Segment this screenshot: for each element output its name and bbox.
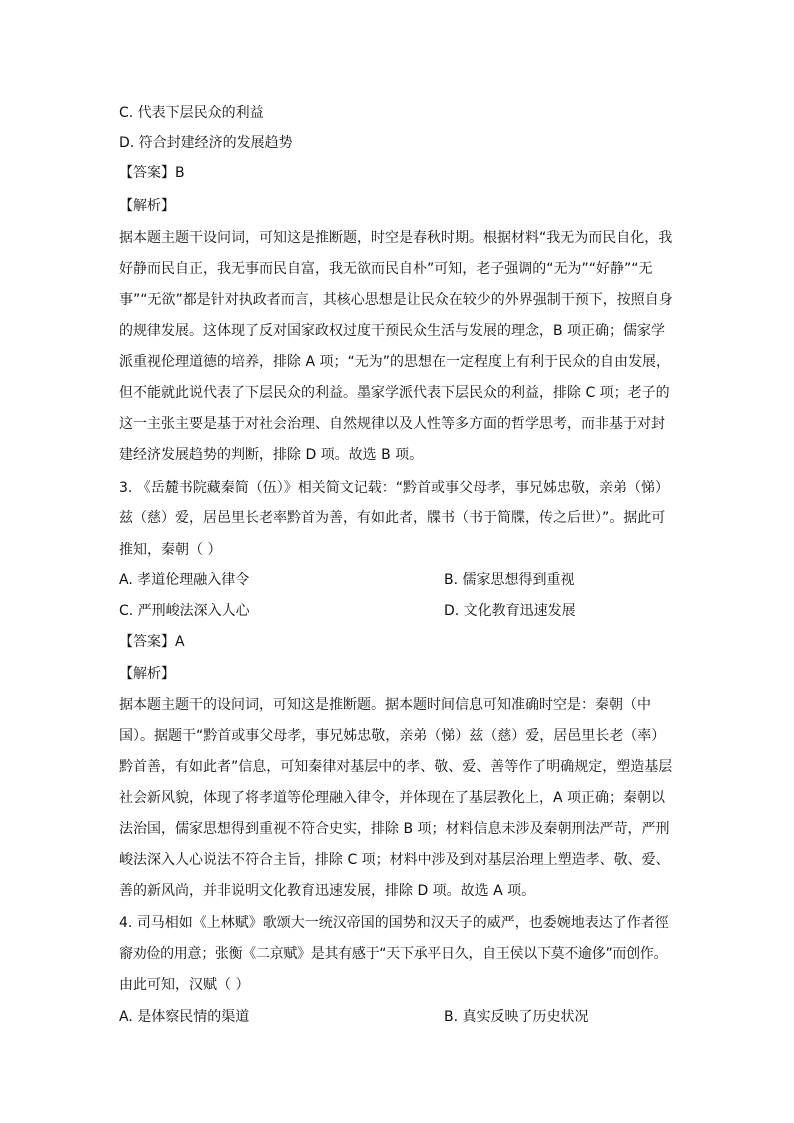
q2-analysis-line: 但不能就此说代表了下层民众的利益。墨家学派代表下层民众的利益，排除 C 项；老子的 bbox=[119, 385, 670, 401]
q3-analysis-label: 【解析】 bbox=[119, 666, 175, 682]
q4-stem-line: 4. 司马相如《上林赋》歌颂大一统汉帝国的国势和汉天子的威严，也委婉地表达了作者徑 bbox=[119, 915, 669, 931]
q2-option-c: C. 代表下层民众的利益 bbox=[119, 105, 264, 121]
q3-stem-line: 推知，秦朝（ ） bbox=[119, 542, 222, 558]
q3-option-a: A. 孝道伦理融入律令 bbox=[119, 572, 250, 588]
q4-option-b: B. 真实反映了历史状况 bbox=[444, 1009, 589, 1025]
q3-analysis-line: 法治国，儒家思想得到重视不符合史实，排除 B 项；材料信息未涉及秦朝刑法严苛，严刑 bbox=[119, 821, 670, 837]
q3-answer: 【答案】A bbox=[119, 634, 185, 650]
q3-option-b: B. 儒家思想得到重视 bbox=[444, 572, 575, 588]
q4-option-a: A. 是体察民情的渠道 bbox=[119, 1009, 250, 1025]
q3-stem-line: 3. 《岳麓书院藏秦简（伍）》相关简文记载：“黔首或事父母孝，事兄姊忠敬，亲弟（悌） bbox=[119, 480, 670, 496]
q2-answer: 【答案】B bbox=[119, 165, 185, 181]
q2-analysis-line: 派重视伦理道德的培养，排除 A 项；“无为”的思想在一定程度上有利于民众的自由发展， bbox=[119, 354, 670, 370]
q2-analysis-label: 【解析】 bbox=[119, 198, 175, 214]
q3-analysis-line: 善的新风尚，并非说明文化教育迅速发展，排除 D 项。故选 A 项。 bbox=[119, 883, 536, 899]
q2-option-d: D. 符合封建经济的发展趋势 bbox=[119, 135, 293, 151]
q4-stem-line: 由此可知，汉赋（ ） bbox=[119, 977, 250, 993]
q3-analysis-line: 峻法深入人心说法不符合主旨，排除 C 项；材料中涉及到对基层治理上塑造孝、敬、爱、 bbox=[119, 852, 670, 868]
q2-analysis-line: 这一主张主要是基于对社会治理、自然规律以及人性等多方面的哲学思考，而非基于对封 bbox=[119, 416, 665, 432]
q3-analysis-line: 社会新风貌，体现了将孝道等伦理融入律令，并体现在了基层教化上，A 项正确；秦朝以 bbox=[119, 790, 666, 806]
q3-option-d: D. 文化教育迅速发展 bbox=[444, 603, 576, 619]
q3-option-c: C. 严刑峻法深入人心 bbox=[119, 603, 250, 619]
q3-analysis-line: 国）。据题干“黔首或事父母孝，事兄姊忠敬，亲弟（悌）兹（慈）爱，居邑里长老（率） bbox=[119, 728, 666, 744]
q4-stem-line: 窬劝俭的用意；张衡《二京赋》是其有感于“天下承平日久，自王侯以下莫不逾侈”而创作。 bbox=[119, 946, 668, 962]
q3-analysis-line: 黔首善，有如此者”信息，可知秦律对基层中的孝、敬、爱、善等作了明确规定，塑造基层 bbox=[119, 759, 673, 775]
q2-analysis-line: 好静而民自正，我无事而民自富，我无欲而民自朴”可知，老子强调的“无为”“好静”“无 bbox=[119, 261, 653, 277]
q2-analysis-line: 的规律发展。这体现了反对国家政权过度干预民众生活与发展的理念，B 项正确；儒家学 bbox=[119, 323, 666, 339]
q2-analysis-line: 据本题主题干设问词，可知这是推断题，时空是春秋时期。根据材料“我无为而民自化，我 bbox=[119, 230, 673, 246]
q3-stem-line: 兹（慈）爱，居邑里长老率黔首为善，有如此者，牒书（书于简牒，传之后世）”。据此可 bbox=[119, 510, 666, 526]
q2-analysis-line: 建经济发展趋势的判断，排除 D 项。故选 B 项。 bbox=[119, 447, 424, 463]
q3-analysis-line: 据本题主题干的设问词，可知这是推断题。据本题时间信息可知准确时空是：秦朝（中 bbox=[119, 697, 651, 713]
q2-analysis-line: 事”“无欲”都是针对执政者而言，其核心思想是让民众在较少的外界强制干预下，按照自身 bbox=[119, 292, 673, 308]
